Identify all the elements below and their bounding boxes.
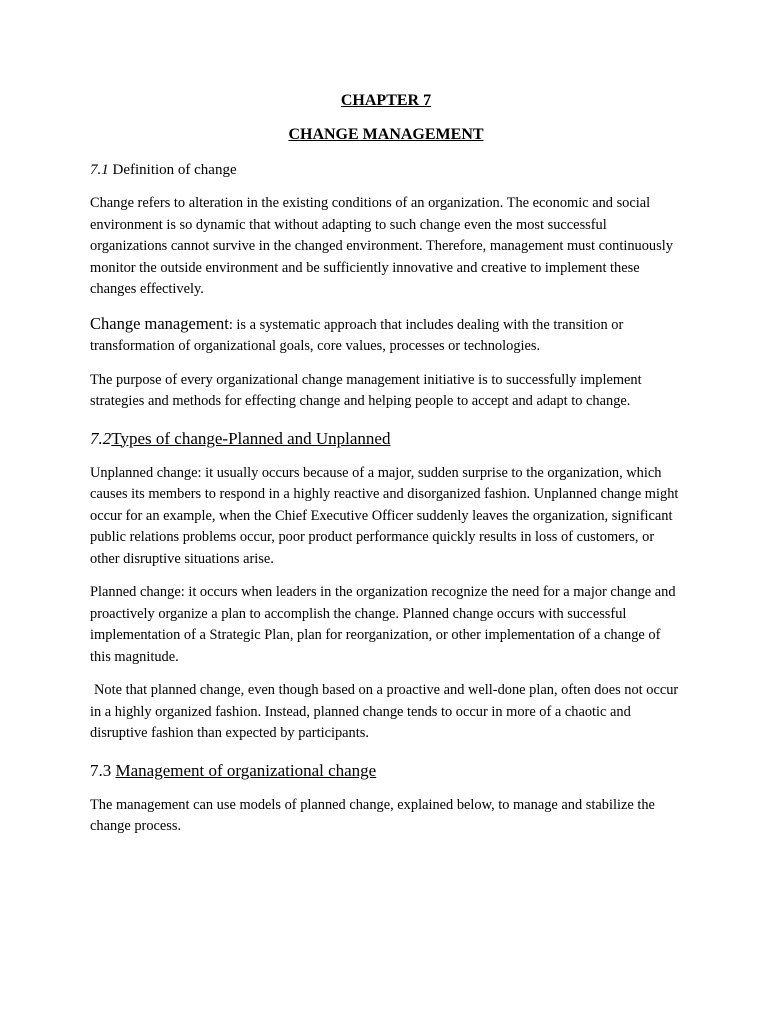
management-text-before: The management can use — [90, 796, 240, 813]
planned-change-text: : it occurs when leaders in the organization recognize the need for a major change and proactively organize a plan to accomplish the change. Planned change occurs with successful implementation of a Strategic Plan, plan for reorganization, or other implementation of a change of this magnitude. — [90, 584, 676, 665]
section-7-3-heading — [90, 761, 682, 781]
chapter-heading: CHAPTER 7 — [340, 92, 432, 109]
definition-paragraph: Change refers to alteration in the existing conditions of an organization. The economic and social environment is so dynamic that without adapting to such change even the most successful organizations cannot survive in the changed environment. Therefore, management must continuously monitor the outside environment and be sufficiently innovative and creative to implement these changes effectively. — [90, 195, 673, 297]
change-management-text: : is a systematic approach that includes dealing with the transition or transformation of organizational goals, core values, processes or technologies. — [90, 316, 624, 354]
purpose-paragraph: The purpose of every organizational change management initiative is to successfully implement strategies and methods for effecting change and helping people to accept and adapt to change. — [90, 371, 642, 409]
planned-change-paragraph — [90, 582, 682, 668]
change-management-paragraph — [90, 313, 682, 358]
unplanned-change-paragraph — [90, 463, 682, 571]
change-management-term: Change management — [90, 313, 229, 333]
management-paragraph — [90, 795, 682, 838]
management-text-after: of planned change, explained below, to manage and stabilize the change process. — [90, 796, 655, 834]
section-number: 7.2 — [90, 428, 112, 448]
section-7-1-heading — [90, 162, 682, 179]
chapter-title: CHANGE MANAGEMENT — [288, 126, 484, 143]
section-number: 7.1 — [90, 162, 109, 178]
unplanned-change-text: : it usually occurs because of a major, sudden surprise to the organization, which causes its members to respond in a highly reactive and disorganized fashion. Unplanned change might occur for an example, when the Chief Executive Officer suddenly leaves the organization, significant public relations problems occur, poor product performance quickly results in loss of customers, or other disruptive situations arise. — [90, 464, 679, 567]
section-7-2-heading — [90, 429, 682, 449]
unplanned-change-term: Unplanned change — [90, 464, 198, 481]
section-title: Management of organizational change — [115, 760, 377, 780]
models-term: models — [239, 796, 282, 813]
planned-change-term: Planned change — [90, 584, 181, 600]
section-title: Definition of change — [108, 162, 237, 178]
document-page — [90, 92, 682, 838]
section-title: Types of change-Planned and Unplanned — [111, 428, 391, 448]
section-number: 7.3 — [90, 760, 116, 780]
note-paragraph: Note that planned change, even though based on a proactive and well-done plan, often does not occur in a highly organized fashion. Instead, planned change tends to occur in more of a chaotic and disruptive fashion than expected by participants. — [90, 682, 679, 741]
